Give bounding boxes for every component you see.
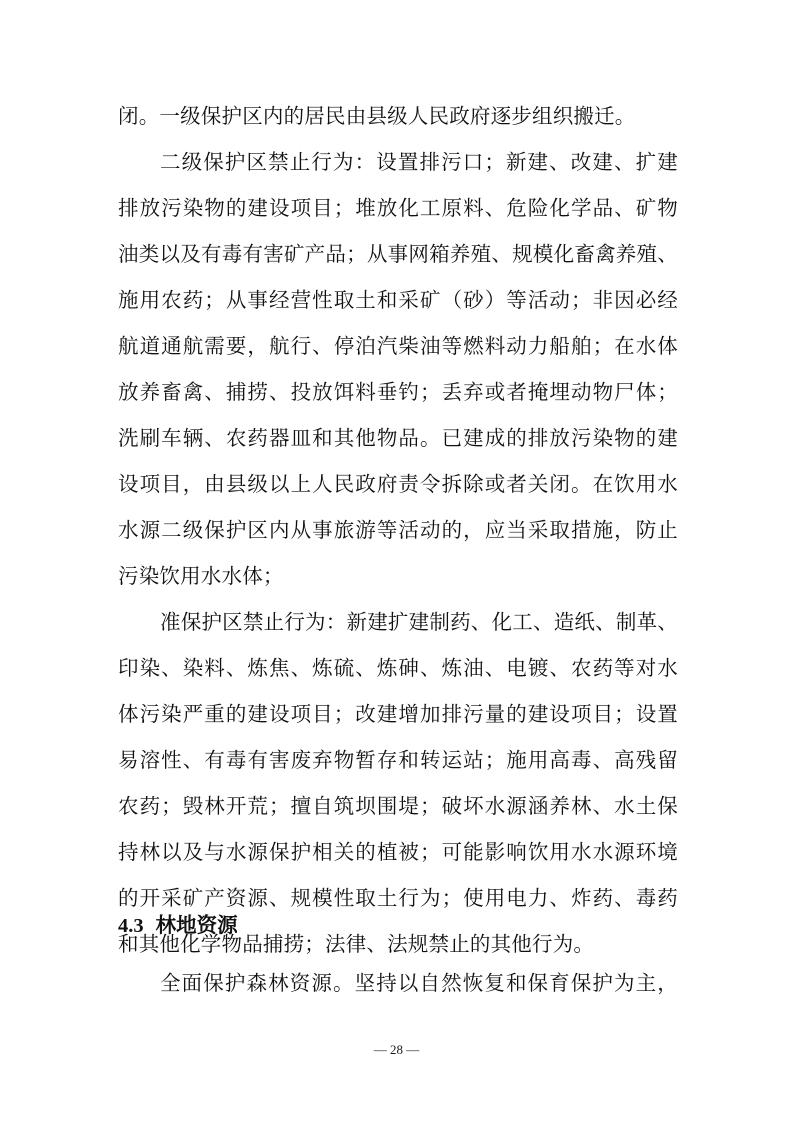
paragraph-line: 放养畜禽、捕捞、投放饵料垂钓；丢弃或者掩埋动物尸体； <box>118 380 678 404</box>
paragraph-line: 洗刷车辆、农药器皿和其他物品。已建成的排放污染物的建 <box>118 426 678 450</box>
paragraph-line: 和其他化学物品捕捞；法律、法规禁止的其他行为。 <box>118 932 595 956</box>
paragraph-line: 体污染严重的建设项目；改建增加排污量的建设项目；设置 <box>118 702 678 726</box>
paragraph-line: 污染饮用水水体； <box>118 564 284 588</box>
paragraph-line: 航道通航需要，航行、停泊汽柴油等燃料动力船舶；在水体 <box>118 334 678 358</box>
section-body <box>118 960 678 1006</box>
paragraph-line: 准保护区禁止行为：新建扩建制药、化工、造纸、制革、 <box>160 610 678 634</box>
paragraph-line: 全面保护森林资源。坚持以自然恢复和保育保护为主， <box>160 971 678 995</box>
paragraph-line: 持林以及与水源保护相关的植被；可能影响饮用水水源环境 <box>118 840 678 864</box>
paragraph-line: 施用农药；从事经营性取土和采矿（砂）等活动；非因必经 <box>118 288 678 312</box>
paragraph-line: 闭。一级保护区内的居民由县级人民政府逐步组织搬迁。 <box>118 104 636 128</box>
paragraph-line: 易溶性、有毒有害废弃物暂存和转运站；施用高毒、高残留 <box>118 748 678 772</box>
paragraph-line: 设项目，由县级以上人民政府责令拆除或者关闭。在饮用水 <box>118 472 678 496</box>
section-number: 4.3 <box>118 915 144 937</box>
paragraph-line: 油类以及有毒有害矿产品；从事网箱养殖、规模化畜禽养殖、 <box>118 242 678 266</box>
section-heading <box>118 902 238 949</box>
paragraph-line: 农药；毁林开荒；擅自筑坝围堤；破坏水源涵养林、水土保 <box>118 794 678 818</box>
document-body <box>118 93 678 967</box>
section-title: 林地资源 <box>155 913 238 937</box>
paragraph-line: 印染、染料、炼焦、炼硫、炼砷、炼油、电镀、农药等对水 <box>118 656 678 680</box>
page-number: — 28 — <box>373 1042 420 1057</box>
paragraph-line: 水源二级保护区内从事旅游等活动的，应当采取措施，防止 <box>118 518 678 542</box>
paragraph-line: 二级保护区禁止行为：设置排污口；新建、改建、扩建 <box>160 150 678 174</box>
paragraph-line: 排放污染物的建设项目；堆放化工原料、危险化学品、矿物 <box>118 196 678 220</box>
paragraph-line: 的开采矿产资源、规模性取土行为；使用电力、炸药、毒药 <box>118 886 678 910</box>
